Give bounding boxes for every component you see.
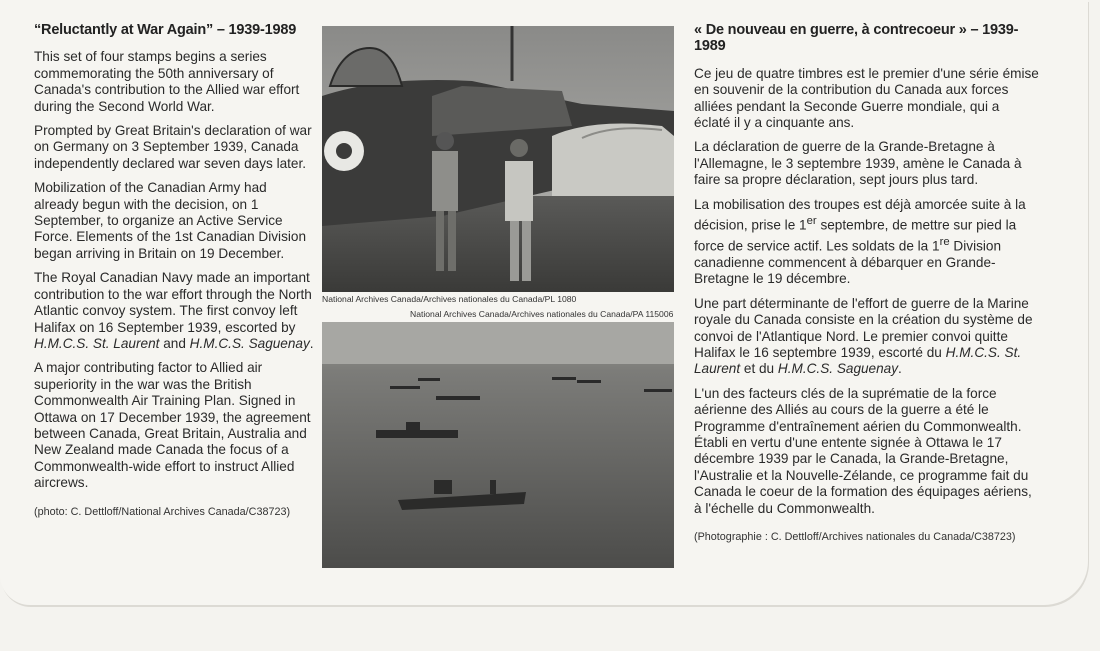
fr-p4-part-a: Une part déterminante de l'effort de guerre de la Marine royale du Canada consiste en la création du système de convoi de l'Atlantique Nord. Le premier convoi quitte Halifax le 16 septembre 1939, escorté du bbox=[694, 295, 1033, 360]
fr-p3-part-b: septembre, de mettre sur pied la force de service actif. Les soldats de la 1 bbox=[694, 217, 1017, 254]
ship-name-saguenay: H.M.C.S. Saguenay bbox=[189, 335, 310, 351]
english-paragraph-navy bbox=[34, 270, 314, 352]
english-paragraph-4: A major contributing factor to Allied air superiority in the war was the British Commonwealth Air Training Plan. Signed in Ottawa on 17 December 1939, the agreement between Canada, Great Britain, Australia and New Zealand made Canada the focus of a Commonwealth-wide effort to instruct Allied aircrews. bbox=[34, 360, 311, 491]
navy-text-middle: and bbox=[159, 335, 190, 351]
english-photo-credit: (photo: C. Dettloff/National Archives Canada/C38723) bbox=[34, 505, 291, 518]
french-paragraph-4 bbox=[694, 296, 1039, 378]
photo1-caption: National Archives Canada/Archives nationales du Canada/PL 1080 bbox=[322, 294, 577, 304]
french-paragraph-5: L'un des facteurs clés de la suprématie de la force aérienne des Alliés au cours de la guerre a été le Programme d'entraînement aérien du Commonwealth. Établi en vertu d'une entente signée à Ottawa le 17 décembre 1939 par le Canada, la Grande-Bretagne, l'Australie et la Nouvelle-Zélande, ce programme fait du Canada le coeur de la formation des équipages aériens, à l'échelle du Commonwealth. bbox=[694, 385, 1032, 516]
aircraft-photo bbox=[322, 26, 674, 292]
fr-p3-part-a: La mobilisation des troupes est déjà amorcée suite à la décision, prise le 1 bbox=[694, 196, 1026, 233]
english-column bbox=[34, 22, 314, 520]
french-column bbox=[694, 22, 1039, 545]
english-title: “Reluctantly at War Again” – 1939-1989 bbox=[34, 22, 297, 38]
english-paragraph-3: Mobilization of the Canadian Army had already begun with the decision, on 1 September, to organize an Active Service Force. Elements of the 1st Canadian Division began arriving in Britain on 19 December. bbox=[34, 180, 307, 261]
french-title: « De nouveau en guerre, à contrecoeur » – 1939-1989 bbox=[694, 22, 1019, 55]
french-paragraph-2: La déclaration de guerre de la Grande-Bretagne à l'Allemagne, le 3 septembre 1939, amène le Canada à faire sa propre déclaration, sept jours plus tard. bbox=[694, 139, 1022, 188]
fr-p4-part-c: . bbox=[898, 361, 902, 377]
navy-text-after: . bbox=[309, 335, 314, 351]
ship-name-st-laurent: H.M.C.S. St. Laurent bbox=[34, 335, 160, 351]
french-paragraph-3 bbox=[694, 197, 1039, 288]
french-photo-credit: (Photographie : C. Dettloff/Archives nationales du Canada/C38723) bbox=[694, 531, 1016, 544]
fr-ship-name-st-laurent: H.M.C.S. St. Laurent bbox=[694, 344, 1022, 377]
english-paragraph-1: This set of four stamps begins a series commemorating the 50th anniversary of Canada's contribution to the Allied war effort during the Second World War. bbox=[34, 49, 300, 114]
superscript-er: er bbox=[806, 215, 817, 228]
fr-ship-name-saguenay: H.M.C.S. Saguenay bbox=[777, 361, 899, 377]
photo2-caption: National Archives Canada/Archives nationales du Canada/PA 115006 bbox=[410, 309, 674, 319]
convoy-photo bbox=[322, 322, 674, 568]
fr-p3-part-c: Division canadienne commencent à débarquer en Grande-Bretagne le 19 décembre. bbox=[694, 238, 1002, 287]
navy-text-before: The Royal Canadian Navy made an important contribution to the war effort through the North Atlantic convoy system. The first convoy left Halifax on 16 September 1939, escorted by bbox=[34, 270, 312, 335]
superscript-re: re bbox=[939, 236, 950, 248]
french-paragraph-1: Ce jeu de quatre timbres est le premier d'une série émise en souvenir de la contribution du Canada aux forces alliées pendant la Seconde Guerre mondiale, qui a éclaté il y a cinquante ans. bbox=[694, 65, 1039, 131]
fr-p4-part-b: et du bbox=[740, 361, 778, 377]
english-paragraph-2: Prompted by Great Britain's declaration of war on Germany on 3 September 1939, Canada independently declared war seven days later. bbox=[34, 123, 312, 171]
